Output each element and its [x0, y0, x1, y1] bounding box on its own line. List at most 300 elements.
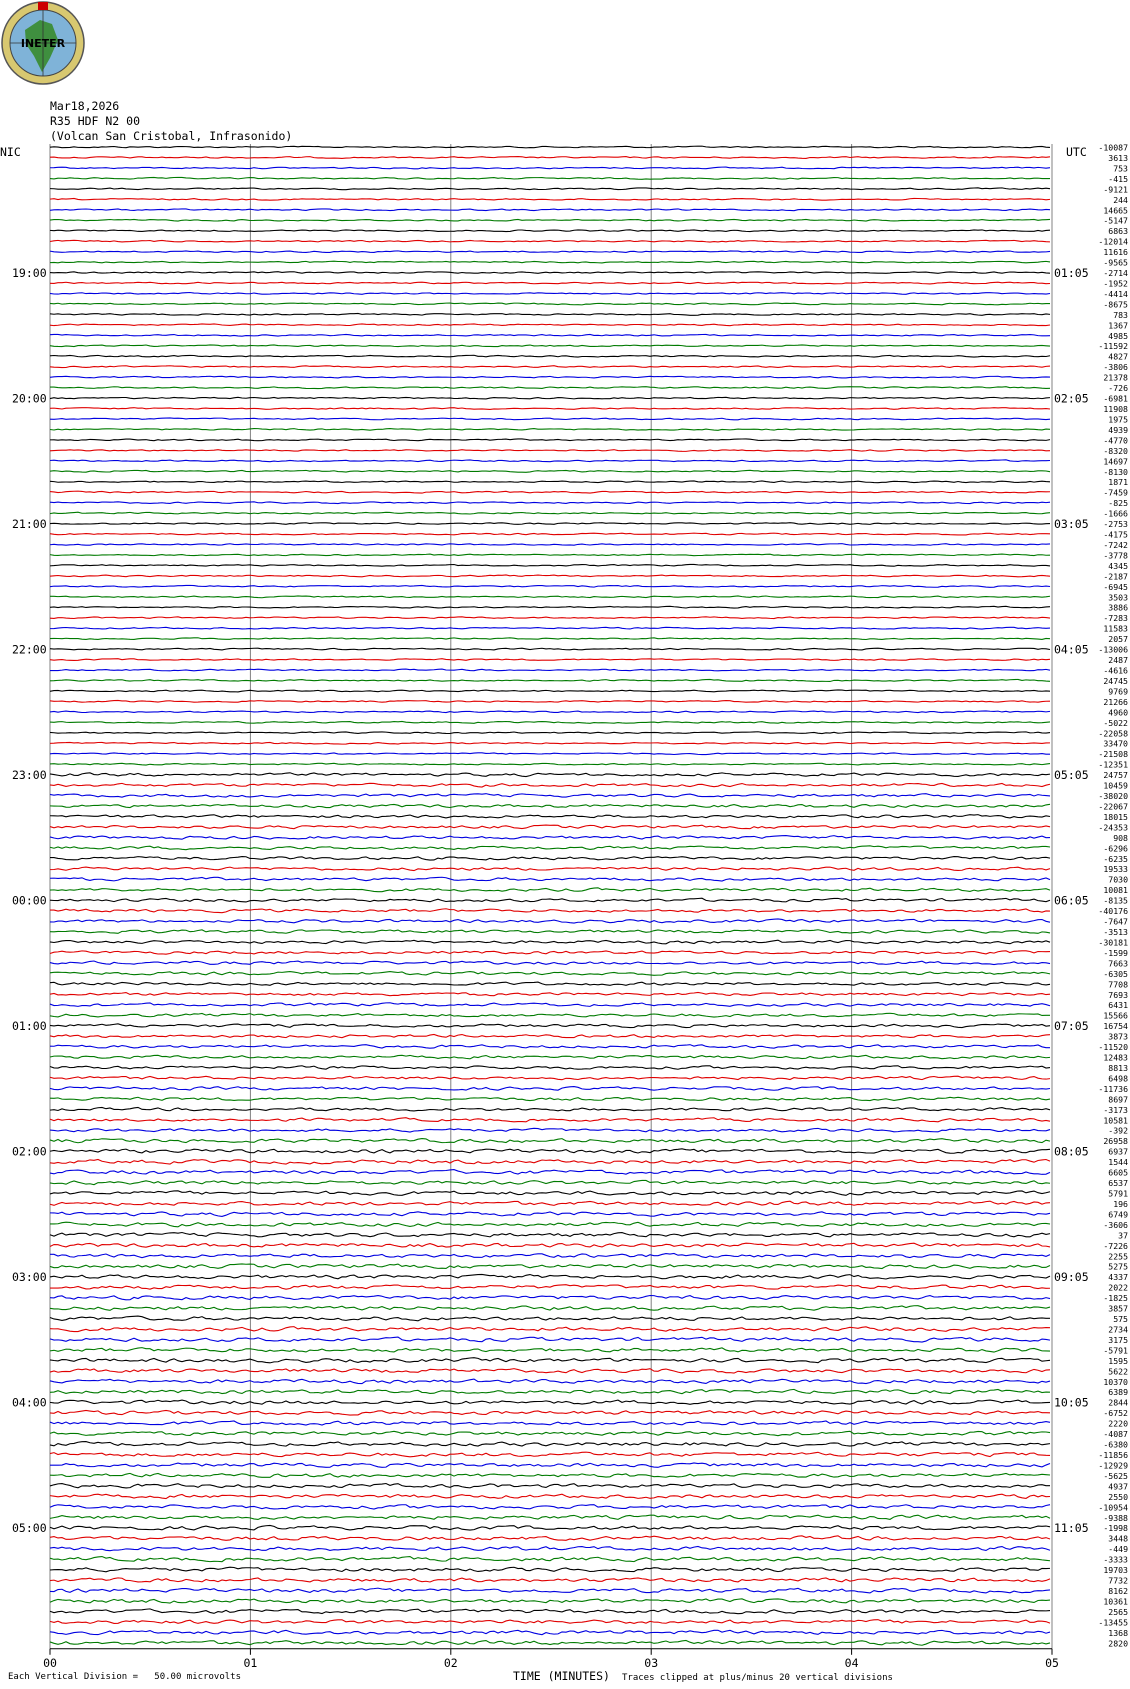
trace-offset-label: -5625 — [1103, 1470, 1128, 1481]
seismic-trace — [50, 303, 1050, 305]
seismic-trace — [50, 1013, 1050, 1017]
trace-offset-label: -6380 — [1103, 1439, 1128, 1450]
trace-offset-label: -2187 — [1103, 571, 1128, 582]
trace-offset-label: 1544 — [1108, 1157, 1128, 1168]
station-code: R35 HDF N2 00 — [50, 114, 141, 128]
seismic-trace — [50, 1641, 1050, 1646]
left-hour-label: 19:00 — [12, 266, 47, 281]
x-tick-label: 04 — [844, 1655, 859, 1670]
trace-offset-label: -1998 — [1103, 1523, 1128, 1534]
record-date: Mar18,2026 — [50, 99, 120, 113]
trace-offset-label: 6863 — [1108, 226, 1128, 237]
seismic-trace — [50, 857, 1050, 860]
seismic-trace — [50, 261, 1050, 263]
left-hour-label: 21:00 — [12, 517, 47, 532]
seismic-trace — [50, 877, 1050, 881]
seismic-trace — [50, 732, 1050, 734]
right-hour-label: 01:05 — [1054, 266, 1089, 281]
seismic-trace — [50, 157, 1050, 159]
trace-offset-label: -9565 — [1103, 257, 1128, 268]
seismic-trace — [50, 564, 1050, 566]
seismic-trace — [50, 188, 1050, 190]
trace-offset-label: -8320 — [1103, 445, 1128, 456]
trace-offset-label: 4337 — [1108, 1272, 1128, 1283]
trace-offset-label: -13455 — [1098, 1617, 1128, 1628]
seismic-trace — [50, 408, 1050, 410]
clip-note: Traces clipped at plus/minus 20 vertical divisions — [622, 1673, 893, 1683]
trace-offset-label: 3873 — [1108, 1031, 1128, 1042]
seismic-trace — [50, 1536, 1050, 1541]
trace-offset-label: 6605 — [1108, 1167, 1128, 1178]
trace-offset-label: 10081 — [1103, 885, 1128, 896]
seismic-trace — [50, 387, 1050, 389]
seismic-trace — [50, 763, 1050, 765]
x-tick-label: 02 — [443, 1655, 458, 1670]
left-hour-label: 01:00 — [12, 1019, 47, 1034]
left-hour-label: 05:00 — [12, 1521, 47, 1536]
seismic-trace — [50, 293, 1050, 295]
seismic-trace — [50, 836, 1050, 840]
trace-offset-label: 11908 — [1103, 404, 1128, 414]
seismic-trace — [50, 961, 1050, 965]
trace-offset-label: 8813 — [1108, 1062, 1128, 1073]
trace-offset-label: -40176 — [1098, 906, 1128, 917]
x-tick-label: 00 — [43, 1655, 57, 1670]
trace-offset-label: 6749 — [1108, 1209, 1128, 1220]
trace-offset-label: 8162 — [1108, 1585, 1128, 1596]
seismic-trace — [50, 753, 1050, 755]
trace-offset-label: 1871 — [1108, 477, 1128, 488]
right-hour-label: 02:05 — [1054, 391, 1089, 406]
trace-offset-label: 8697 — [1108, 1094, 1128, 1105]
trace-offset-label: 14697 — [1103, 456, 1128, 467]
trace-offset-label: 2565 — [1108, 1606, 1128, 1617]
seismic-trace — [50, 470, 1050, 472]
trace-offset-label: 4345 — [1108, 560, 1128, 571]
seismic-trace — [50, 1243, 1050, 1247]
seismic-trace — [50, 1170, 1050, 1175]
seismic-trace — [50, 272, 1050, 274]
trace-offset-label: 19703 — [1103, 1565, 1128, 1576]
seismic-trace — [50, 888, 1050, 892]
trace-offset-label: -6305 — [1103, 968, 1128, 979]
seismic-trace — [50, 638, 1050, 640]
seismic-trace — [50, 334, 1050, 336]
seismic-trace — [50, 439, 1050, 441]
trace-offset-label: 244 — [1113, 194, 1128, 205]
trace-offset-label: -3513 — [1103, 927, 1128, 937]
seismic-trace — [50, 230, 1050, 232]
trace-offset-label: 1367 — [1108, 320, 1128, 331]
left-hour-label: 22:00 — [12, 642, 47, 657]
trace-offset-label: 11583 — [1103, 623, 1128, 634]
seismic-trace — [50, 1149, 1050, 1153]
trace-offset-label: -1825 — [1103, 1293, 1128, 1304]
seismic-trace — [50, 1076, 1050, 1079]
seismic-trace — [50, 1316, 1050, 1321]
seismic-trace — [50, 783, 1050, 787]
seismic-trace — [50, 1379, 1050, 1383]
seismic-trace — [50, 418, 1050, 420]
trace-offset-label: -11592 — [1098, 341, 1128, 352]
seismic-trace — [50, 533, 1050, 535]
trace-offset-label: 7663 — [1108, 958, 1128, 969]
trace-offset-label: 196 — [1113, 1198, 1128, 1209]
seismic-trace — [50, 867, 1050, 870]
seismic-trace — [50, 1327, 1050, 1332]
trace-offset-label: 2487 — [1108, 655, 1128, 666]
seismic-trace — [50, 940, 1050, 944]
trace-offset-label: 26958 — [1103, 1136, 1128, 1147]
trace-offset-label: 1975 — [1108, 414, 1128, 425]
trace-offset-label: -6235 — [1103, 853, 1128, 864]
trace-offset-label: 37 — [1118, 1230, 1128, 1241]
seismic-trace — [50, 1525, 1050, 1530]
trace-offset-label: -11856 — [1098, 1450, 1128, 1460]
trace-offset-label: 2550 — [1108, 1491, 1128, 1502]
trace-offset-label: 12483 — [1103, 1052, 1128, 1063]
trace-offset-label: -3806 — [1103, 362, 1128, 373]
seismic-trace — [50, 502, 1050, 504]
right-hour-label: 11:05 — [1054, 1521, 1089, 1536]
trace-offset-label: 5275 — [1108, 1261, 1128, 1272]
trace-offset-label: -5147 — [1103, 215, 1128, 226]
trace-offset-label: 5622 — [1108, 1366, 1128, 1377]
trace-offset-label: -10087 — [1098, 142, 1128, 153]
trace-offset-label: -3606 — [1103, 1219, 1128, 1230]
trace-offset-label: 7732 — [1108, 1575, 1128, 1586]
seismic-trace — [50, 721, 1050, 723]
seismic-trace — [50, 523, 1050, 525]
trace-offset-label: 19533 — [1103, 864, 1128, 875]
x-tick-label: 03 — [644, 1655, 659, 1670]
trace-offset-label: -24353 — [1098, 822, 1128, 833]
trace-offset-label: -30181 — [1098, 937, 1128, 948]
seismic-trace — [50, 951, 1050, 954]
seismic-trace — [50, 648, 1050, 650]
x-axis-title: TIME (MINUTES) — [513, 1669, 610, 1683]
trace-offset-label: -7283 — [1103, 613, 1128, 624]
trace-offset-label: -11736 — [1098, 1083, 1128, 1094]
trace-offset-label: -7647 — [1103, 916, 1128, 927]
seismic-trace — [50, 481, 1050, 483]
seismic-trace — [50, 1400, 1050, 1404]
seismic-trace — [50, 1452, 1050, 1457]
seismic-trace — [50, 1024, 1050, 1028]
seismic-trace — [50, 512, 1050, 514]
seismic-trace — [50, 397, 1050, 399]
seismic-trace — [50, 690, 1050, 692]
trace-offset-label: 24745 — [1103, 675, 1128, 686]
left-hour-label: 23:00 — [12, 768, 47, 783]
seismic-trace — [50, 1201, 1050, 1205]
seismic-trace — [50, 679, 1050, 681]
seismic-trace — [50, 1180, 1050, 1184]
left-hour-label: 04:00 — [12, 1395, 47, 1410]
trace-offset-label: -2753 — [1103, 519, 1128, 530]
seismic-trace — [50, 825, 1050, 829]
scale-note: Each Vertical Division = 50.00 microvolts — [8, 1672, 241, 1682]
seismic-trace — [50, 1264, 1050, 1269]
seismic-trace — [50, 1473, 1050, 1477]
seismic-trace — [50, 366, 1050, 368]
trace-offset-label: -3173 — [1103, 1104, 1128, 1115]
right-hour-label: 07:05 — [1054, 1019, 1089, 1034]
trace-offset-label: 4937 — [1108, 1481, 1128, 1492]
seismic-trace — [50, 1494, 1050, 1498]
seismic-trace — [50, 711, 1050, 713]
seismic-trace — [50, 1233, 1050, 1237]
trace-offset-label: -1952 — [1103, 278, 1128, 289]
left-hour-label: 20:00 — [12, 391, 47, 406]
trace-offset-label: 5791 — [1108, 1188, 1128, 1199]
seismic-trace — [50, 972, 1050, 976]
trace-offset-label: 2734 — [1108, 1324, 1128, 1335]
seismic-trace — [50, 1588, 1050, 1593]
trace-offset-label: 6389 — [1108, 1387, 1128, 1398]
trace-offset-label: -13006 — [1098, 644, 1128, 655]
seismic-trace — [50, 1463, 1050, 1467]
trace-offset-label: -8135 — [1103, 895, 1128, 906]
seismic-trace — [50, 1139, 1050, 1143]
seismic-trace — [50, 1410, 1050, 1415]
trace-offset-label: 753 — [1113, 163, 1128, 174]
trace-offset-label: -726 — [1108, 383, 1128, 394]
trace-offset-label: -22058 — [1098, 728, 1128, 739]
seismic-trace — [50, 449, 1050, 451]
trace-offset-label: -6945 — [1103, 581, 1128, 592]
trace-offset-label: 3857 — [1108, 1303, 1128, 1314]
trace-offset-label: -1666 — [1103, 508, 1128, 519]
trace-offset-label: -3778 — [1103, 550, 1128, 561]
seismic-trace — [50, 355, 1050, 357]
left-timezone-label: NIC — [0, 145, 21, 159]
trace-offset-label: -6981 — [1103, 393, 1128, 404]
seismic-trace — [50, 1003, 1050, 1007]
seismic-trace — [50, 313, 1050, 315]
seismic-trace — [50, 345, 1050, 347]
seismic-trace — [50, 1578, 1050, 1582]
trace-offset-label: 7708 — [1108, 979, 1128, 990]
seismic-trace — [50, 1159, 1050, 1164]
logo-text: INETER — [20, 37, 66, 50]
trace-offset-label: -6752 — [1103, 1408, 1128, 1419]
seismic-trace — [50, 460, 1050, 462]
seismic-trace — [50, 1567, 1050, 1572]
seismic-trace — [50, 1348, 1050, 1352]
seismic-trace — [50, 1389, 1050, 1393]
trace-offset-label: 10581 — [1103, 1115, 1128, 1126]
trace-offset-label: -4414 — [1103, 288, 1128, 299]
seismic-trace — [50, 1557, 1050, 1562]
trace-offset-label: -4087 — [1103, 1429, 1128, 1440]
trace-offset-label: 4985 — [1108, 330, 1128, 341]
trace-offset-label: 1368 — [1108, 1627, 1128, 1638]
trace-offset-label: 15566 — [1103, 1010, 1128, 1021]
trace-offset-label: 3886 — [1108, 602, 1128, 613]
trace-offset-label: -4175 — [1103, 529, 1128, 540]
right-hour-label: 05:05 — [1054, 768, 1089, 783]
trace-offset-label: 6537 — [1108, 1178, 1128, 1189]
trace-offset-label: 3503 — [1108, 592, 1128, 603]
trace-offset-label: 18015 — [1103, 811, 1128, 822]
seismic-trace — [50, 167, 1050, 169]
trace-offset-label: -5791 — [1103, 1345, 1128, 1356]
seismic-trace — [50, 804, 1050, 807]
left-hour-label: 03:00 — [12, 1270, 47, 1285]
trace-offset-label: -825 — [1108, 498, 1128, 509]
trace-offset-label: 33470 — [1103, 738, 1128, 749]
seismic-trace — [50, 219, 1050, 221]
right-hour-label: 06:05 — [1054, 893, 1089, 908]
seismic-trace — [50, 1337, 1050, 1342]
seismic-trace — [50, 1505, 1050, 1509]
seismic-trace — [50, 1254, 1050, 1258]
trace-offset-label: -8130 — [1103, 466, 1128, 477]
seismic-trace — [50, 1274, 1050, 1279]
seismic-trace — [50, 1546, 1050, 1550]
seismic-trace — [50, 1212, 1050, 1217]
trace-offset-label: -4770 — [1103, 435, 1128, 446]
trace-offset-label: -12014 — [1098, 236, 1128, 247]
trace-offset-label: 10459 — [1103, 780, 1128, 791]
trace-offset-label: 6498 — [1108, 1073, 1128, 1084]
seismic-trace — [50, 1484, 1050, 1488]
trace-offset-label: -2714 — [1103, 268, 1128, 279]
seismic-trace — [50, 1285, 1050, 1290]
seismic-trace — [50, 209, 1050, 211]
seismic-trace — [50, 930, 1050, 934]
trace-offset-label: 24757 — [1103, 770, 1128, 781]
trace-offset-label: 7693 — [1108, 989, 1128, 1000]
trace-offset-label: -38020 — [1098, 791, 1128, 802]
seismic-trace — [50, 1097, 1050, 1100]
seismic-trace — [50, 1599, 1050, 1603]
x-tick-label: 01 — [243, 1655, 258, 1670]
trace-offset-label: 7030 — [1108, 874, 1128, 885]
seismic-trace — [50, 1431, 1050, 1435]
trace-offset-label: -449 — [1108, 1544, 1128, 1555]
seismic-trace — [50, 429, 1050, 431]
trace-offset-label: -4616 — [1103, 665, 1128, 676]
trace-offset-label: 783 — [1113, 309, 1128, 320]
trace-offset-label: 3448 — [1108, 1533, 1128, 1544]
seismic-trace — [50, 669, 1050, 671]
trace-offset-label: 908 — [1113, 832, 1128, 843]
trace-offset-label: 2022 — [1108, 1282, 1128, 1293]
trace-offset-label: 10361 — [1103, 1596, 1128, 1607]
trace-offset-label: 2820 — [1108, 1638, 1128, 1649]
right-hour-label: 08:05 — [1054, 1144, 1089, 1159]
seismic-trace — [50, 1515, 1050, 1519]
seismic-trace — [50, 815, 1050, 818]
seismic-trace — [50, 627, 1050, 629]
trace-offset-label: 575 — [1113, 1314, 1128, 1325]
seismic-trace — [50, 846, 1050, 850]
seismic-trace — [50, 700, 1050, 702]
trace-offset-label: -21508 — [1098, 749, 1128, 760]
trace-offset-label: -8675 — [1103, 299, 1128, 310]
trace-offset-label: -10954 — [1098, 1502, 1128, 1513]
seismic-trace — [50, 177, 1050, 179]
seismic-trace — [50, 982, 1050, 985]
seismic-trace — [50, 554, 1050, 556]
seismic-trace — [50, 1128, 1050, 1132]
trace-offset-label: -11520 — [1098, 1042, 1128, 1053]
trace-offset-label: 3175 — [1108, 1334, 1128, 1345]
seismic-trace — [50, 1087, 1050, 1091]
seismic-trace — [50, 659, 1050, 661]
right-hour-label: 09:05 — [1054, 1270, 1089, 1285]
trace-offset-label: 2220 — [1108, 1418, 1128, 1429]
x-tick-label: 05 — [1045, 1655, 1059, 1670]
right-hour-label: 04:05 — [1054, 642, 1089, 657]
trace-offset-label: 2844 — [1108, 1397, 1128, 1408]
trace-offset-label: 1595 — [1108, 1355, 1128, 1366]
seismic-trace — [50, 491, 1050, 493]
seismic-trace — [50, 198, 1050, 200]
seismic-trace — [50, 1107, 1050, 1111]
trace-offset-label: -7226 — [1103, 1240, 1128, 1251]
trace-offset-label: -7459 — [1103, 487, 1128, 498]
seismic-trace — [50, 585, 1050, 587]
seismic-trace — [50, 1191, 1050, 1196]
trace-offset-label: 4939 — [1108, 424, 1128, 435]
seismic-trace — [50, 617, 1050, 619]
trace-offset-label: -9388 — [1103, 1512, 1128, 1523]
right-hour-label: 10:05 — [1054, 1395, 1089, 1410]
trace-offset-label: -12929 — [1098, 1460, 1128, 1471]
trace-offset-label: 14665 — [1103, 205, 1128, 216]
seismic-trace — [50, 909, 1050, 913]
seismic-trace — [50, 324, 1050, 326]
seismic-trace — [50, 794, 1050, 798]
seismic-trace — [50, 1358, 1050, 1363]
trace-offset-label: -1599 — [1103, 947, 1128, 958]
trace-offset-label: -22067 — [1098, 801, 1128, 812]
left-hour-label: 02:00 — [12, 1144, 47, 1159]
trace-offset-label: -6296 — [1103, 843, 1128, 854]
trace-offset-label: 9769 — [1108, 686, 1128, 697]
trace-offset-label: -5022 — [1103, 717, 1128, 728]
seismic-trace — [50, 1045, 1050, 1049]
seismic-trace — [50, 1055, 1050, 1059]
trace-offset-label: -3333 — [1103, 1554, 1128, 1565]
seismic-trace — [50, 251, 1050, 253]
trace-offset-label: 4960 — [1108, 707, 1128, 718]
right-timezone-label: UTC — [1066, 145, 1087, 159]
seismic-trace — [50, 1066, 1050, 1070]
seismic-trace — [50, 1609, 1050, 1614]
seismic-trace — [50, 282, 1050, 284]
trace-offset-label: 21378 — [1103, 372, 1128, 383]
seismic-trace — [50, 544, 1050, 546]
trace-offset-label: -12351 — [1098, 759, 1128, 770]
seismic-trace — [50, 1034, 1050, 1037]
seismic-trace — [50, 240, 1050, 242]
seismic-trace — [50, 146, 1050, 148]
seismic-trace — [50, 575, 1050, 577]
seismic-trace — [50, 1118, 1050, 1122]
station-location: (Volcan San Cristobal, Infrasonido) — [50, 129, 293, 143]
trace-offset-label: 6937 — [1108, 1146, 1128, 1157]
right-hour-label: 03:05 — [1054, 517, 1089, 532]
trace-offset-label: 4827 — [1108, 351, 1128, 362]
seismic-trace — [50, 773, 1050, 777]
seismic-trace — [50, 1620, 1050, 1624]
left-hour-label: 00:00 — [12, 893, 47, 908]
seismic-trace — [50, 1421, 1050, 1425]
